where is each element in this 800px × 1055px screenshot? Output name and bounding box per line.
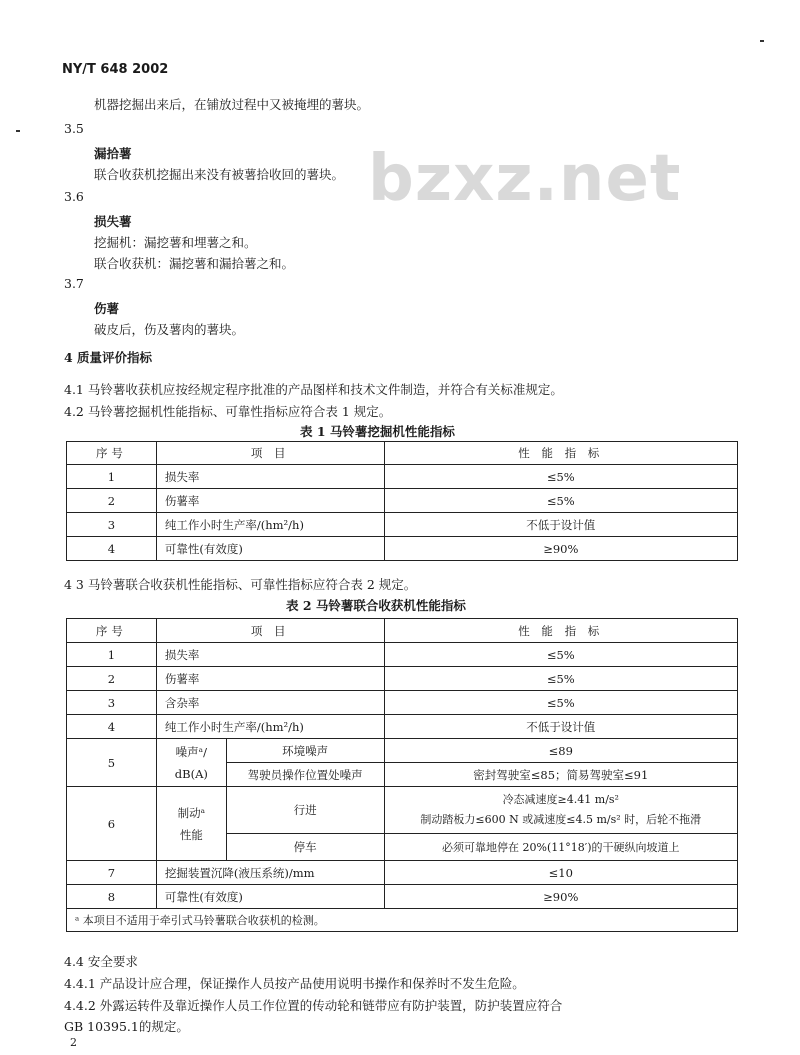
- row-value: ≥90%: [384, 537, 737, 561]
- definition: 联合收获机：漏挖薯和漏拾薯之和。: [94, 256, 295, 271]
- term: 漏拾薯: [94, 146, 132, 161]
- row-subitem: 停车: [226, 834, 384, 861]
- row-group: 噪声ᵃ/ dB(A): [156, 739, 226, 787]
- table-row: [67, 667, 738, 691]
- table1-caption: 表 1 马铃薯挖掘机性能指标: [300, 424, 455, 439]
- row-value: 必须可靠地停在 20%(11°18′)的干硬纵向坡道上: [384, 834, 737, 861]
- row-item: 伤薯率: [156, 489, 384, 513]
- table-row: [67, 537, 738, 561]
- scan-speck: [760, 40, 764, 42]
- row-index: 7: [67, 861, 157, 885]
- row-index: 1: [67, 643, 157, 667]
- row-item: 伤薯率: [156, 667, 384, 691]
- row-item: 挖掘装置沉降(液压系统)/mm: [156, 861, 384, 885]
- row-value: [384, 787, 737, 834]
- table-row: [67, 885, 738, 909]
- table-row: [67, 465, 738, 489]
- definition: 挖掘机：漏挖薯和埋薯之和。: [94, 235, 257, 250]
- row-item: 可靠性(有效度): [156, 537, 384, 561]
- row-index: 5: [67, 739, 157, 787]
- table-footnote: ᵃ 本项目不适用于牵引式马铃薯联合收获机的检测。: [67, 909, 738, 932]
- term: 损失薯: [94, 214, 132, 229]
- section-heading: 4.4 安全要求: [64, 954, 138, 969]
- table2-header-index: 序号: [67, 619, 157, 643]
- table-row: [67, 739, 738, 763]
- standard-number: NY/T 648 2002: [62, 62, 169, 77]
- row-value: ≤10: [384, 861, 737, 885]
- row-value: ≤5%: [384, 465, 737, 489]
- clause-number: 3.7: [64, 276, 84, 291]
- definition: 联合收获机挖掘出来没有被薯拾收回的薯块。: [94, 167, 345, 182]
- clause-number: 3.5: [64, 121, 84, 136]
- value-line: 冷态减速度≥4.41 m/s²: [502, 793, 619, 806]
- scan-speck: [16, 130, 20, 132]
- row-item: 损失率: [156, 643, 384, 667]
- row-value: ≤5%: [384, 667, 737, 691]
- definition: 破皮后，伤及薯肉的薯块。: [94, 322, 245, 337]
- row-index: 3: [67, 691, 157, 715]
- row-value: 密封驾驶室≤85；简易驾驶室≤91: [384, 763, 737, 787]
- row-item: 纯工作小时生产率/(hm²/h): [156, 513, 384, 537]
- table-row: [67, 691, 738, 715]
- row-index: 4: [67, 715, 157, 739]
- paragraph: 4.2 马铃薯挖掘机性能指标、可靠性指标应符合表 1 规定。: [64, 404, 392, 419]
- table-row: [67, 643, 738, 667]
- value-line: 制动踏板力≤600 N 或减速度≤4.5 m/s² 时，后轮不拖滑: [420, 813, 702, 826]
- section-heading: 4 质量评价指标: [64, 350, 153, 365]
- table2: [66, 618, 738, 932]
- table1-header-value: 性 能 指 标: [384, 442, 737, 465]
- row-item: 纯工作小时生产率/(hm²/h): [156, 715, 384, 739]
- table2-header-item: 项 目: [156, 619, 384, 643]
- row-item: 可靠性(有效度): [156, 885, 384, 909]
- term: 伤薯: [94, 301, 120, 316]
- table-footnote-row: [67, 909, 738, 932]
- row-value: ≤5%: [384, 489, 737, 513]
- table2-caption: 表 2 马铃薯联合收获机性能指标: [286, 598, 466, 613]
- row-value: ≤5%: [384, 691, 737, 715]
- paragraph-line: 机器挖掘出来后，在铺放过程中又被掩埋的薯块。: [94, 97, 370, 112]
- row-value: ≤5%: [384, 643, 737, 667]
- watermark: bzxz.net: [368, 142, 682, 216]
- paragraph: 4.4.2 外露运转件及靠近操作人员工作位置的传动轮和链带应有防护装置，防护装置应符合: [64, 998, 563, 1013]
- row-subitem: 环境噪声: [226, 739, 384, 763]
- row-index: 2: [67, 489, 157, 513]
- row-index: 6: [67, 787, 157, 861]
- row-group: 制动ᵃ 性能: [156, 787, 226, 861]
- row-index: 4: [67, 537, 157, 561]
- row-item: 损失率: [156, 465, 384, 489]
- table1-header-item: 项 目: [156, 442, 384, 465]
- row-subitem: 驾驶员操作位置处噪声: [226, 763, 384, 787]
- paragraph: 4 3 马铃薯联合收获机性能指标、可靠性指标应符合表 2 规定。: [64, 577, 417, 592]
- row-index: 2: [67, 667, 157, 691]
- paragraph: GB 10395.1的规定。: [64, 1019, 189, 1034]
- table-row: [67, 861, 738, 885]
- table2-header-value: 性 能 指 标: [384, 619, 737, 643]
- row-value: 不低于设计值: [384, 715, 737, 739]
- row-index: 1: [67, 465, 157, 489]
- page-number: 2: [70, 1036, 77, 1049]
- table-row: [67, 787, 738, 834]
- paragraph: 4.4.1 产品设计应合理，保证操作人员按产品使用说明书操作和保养时不发生危险。: [64, 976, 525, 991]
- row-index: 3: [67, 513, 157, 537]
- paragraph: 4.1 马铃薯收获机应按经规定程序批准的产品图样和技术文件制造，并符合有关标准规定。: [64, 382, 563, 397]
- table1: [66, 441, 738, 561]
- row-value: 不低于设计值: [384, 513, 737, 537]
- row-value: ≤89: [384, 739, 737, 763]
- table1-header-index: 序号: [67, 442, 157, 465]
- row-subitem: 行进: [226, 787, 384, 834]
- table-row: [67, 489, 738, 513]
- row-item: 含杂率: [156, 691, 384, 715]
- row-index: 8: [67, 885, 157, 909]
- table-row: [67, 715, 738, 739]
- clause-number: 3.6: [64, 189, 84, 204]
- table-row: [67, 513, 738, 537]
- row-value: ≥90%: [384, 885, 737, 909]
